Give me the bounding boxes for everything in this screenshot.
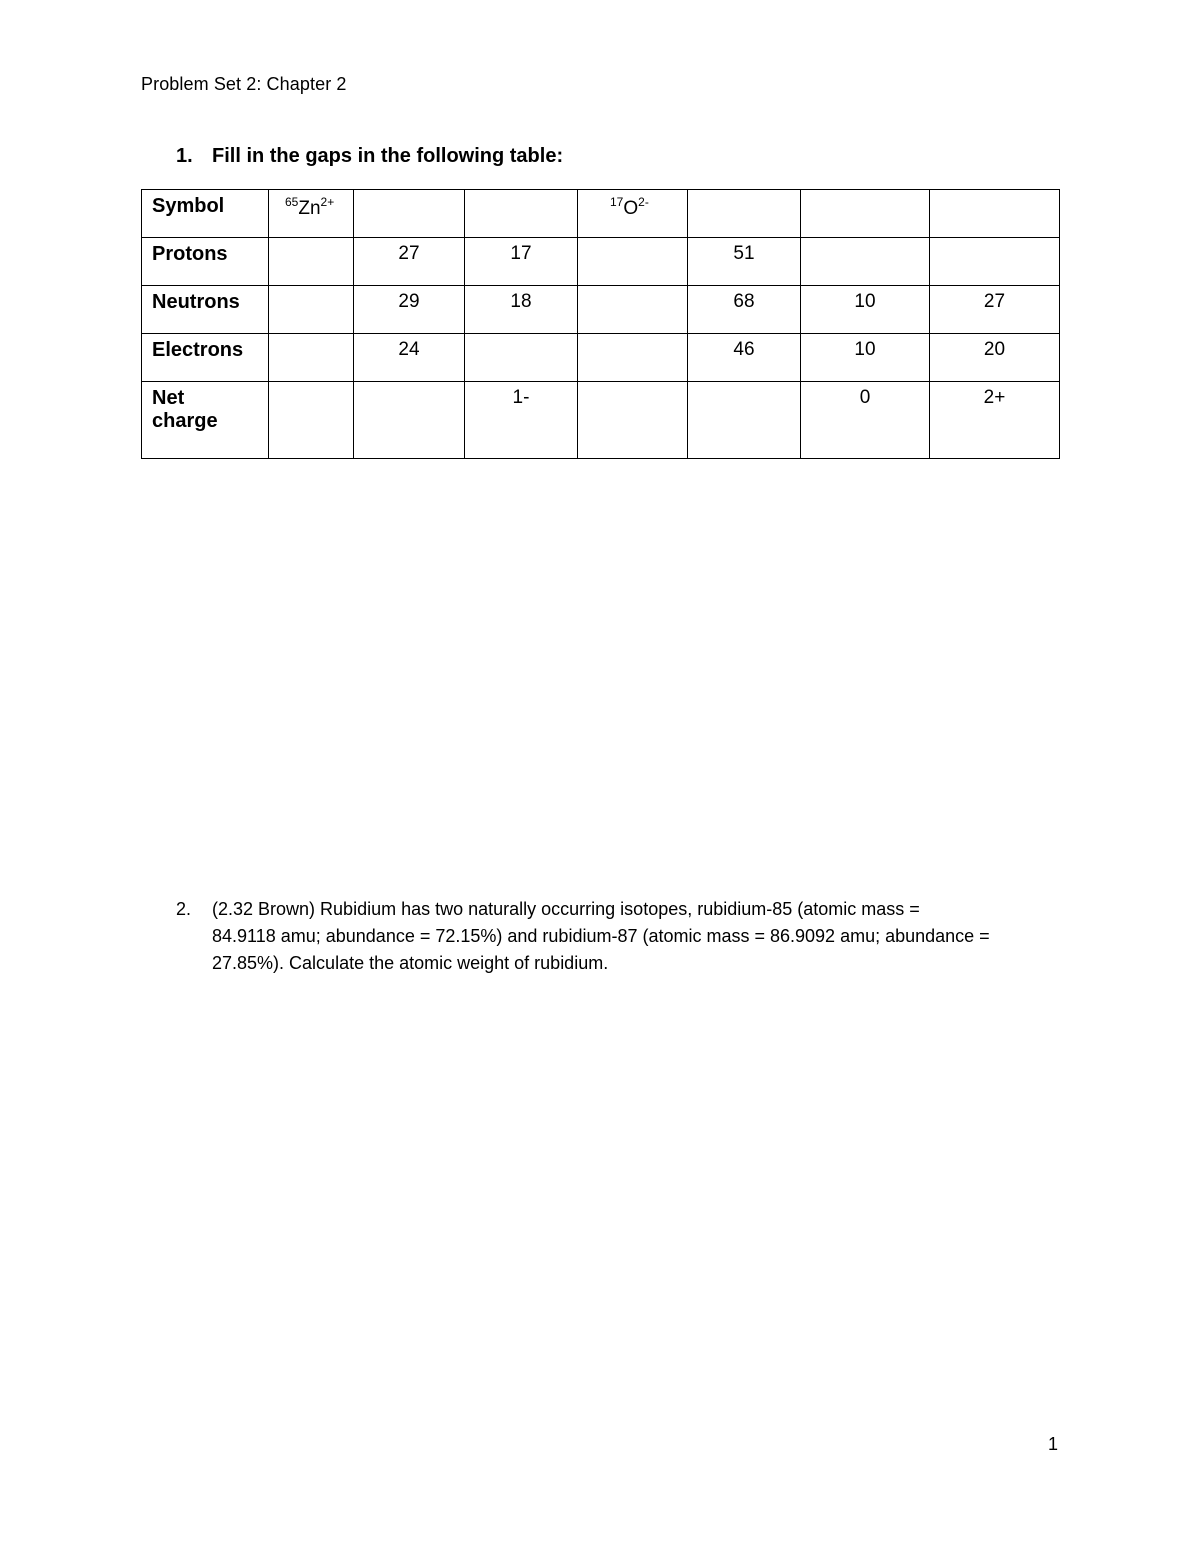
question-2-text-line-2: 84.9118 amu; abundance = 72.15%) and rubidium-87 (atomic mass = 86.9092 amu; abundance = bbox=[212, 926, 990, 946]
electrons-cell bbox=[465, 334, 578, 382]
symbol-cell bbox=[801, 190, 930, 238]
net-charge-cell bbox=[688, 382, 801, 459]
electrons-cell: 10 bbox=[801, 334, 930, 382]
table-row-electrons bbox=[142, 334, 1060, 382]
symbol-cell bbox=[578, 190, 688, 238]
symbol-cell bbox=[688, 190, 801, 238]
symbol-cell bbox=[465, 190, 578, 238]
protons-cell: 17 bbox=[465, 238, 578, 286]
table-row-net-charge bbox=[142, 382, 1060, 459]
question-2 bbox=[176, 896, 1066, 977]
question-2-number: 2. bbox=[176, 899, 192, 919]
mass-number: 65 bbox=[285, 195, 299, 209]
table-row-symbol bbox=[142, 190, 1060, 238]
row-label-symbol: Symbol bbox=[142, 190, 269, 238]
neutrons-cell: 68 bbox=[688, 286, 801, 334]
electrons-cell bbox=[269, 334, 354, 382]
neutrons-cell: 18 bbox=[465, 286, 578, 334]
neutrons-cell: 27 bbox=[930, 286, 1060, 334]
page-number: 1 bbox=[1048, 1434, 1059, 1454]
electrons-cell: 46 bbox=[688, 334, 801, 382]
protons-cell bbox=[801, 238, 930, 286]
net-charge-cell bbox=[578, 382, 688, 459]
neutrons-cell bbox=[578, 286, 688, 334]
symbol-cell bbox=[930, 190, 1060, 238]
ion-charge: 2- bbox=[638, 195, 649, 209]
table-row-neutrons bbox=[142, 286, 1060, 334]
electrons-cell bbox=[578, 334, 688, 382]
question-1-number: 1. bbox=[176, 145, 193, 167]
neutrons-cell: 29 bbox=[354, 286, 465, 334]
element-symbol: O bbox=[623, 198, 639, 219]
question-1 bbox=[176, 145, 563, 168]
ion-charge: 2+ bbox=[320, 195, 335, 209]
neutrons-cell: 10 bbox=[801, 286, 930, 334]
protons-cell bbox=[578, 238, 688, 286]
net-charge-cell: 0 bbox=[801, 382, 930, 459]
row-label-neutrons: Neutrons bbox=[142, 286, 269, 334]
net-charge-cell bbox=[354, 382, 465, 459]
element-symbol: Zn bbox=[298, 198, 321, 219]
isotope-table bbox=[141, 189, 1060, 459]
symbol-cell bbox=[354, 190, 465, 238]
row-label-net-charge: Net charge bbox=[142, 382, 269, 459]
protons-cell: 51 bbox=[688, 238, 801, 286]
page-header: Problem Set 2: Chapter 2 bbox=[141, 74, 347, 94]
symbol-cell bbox=[269, 190, 354, 238]
question-2-text-line-3: 27.85%). Calculate the atomic weight of rubidium. bbox=[212, 953, 609, 973]
neutrons-cell bbox=[269, 286, 354, 334]
row-label-protons: Protons bbox=[142, 238, 269, 286]
net-charge-cell: 1- bbox=[465, 382, 578, 459]
table-row-protons bbox=[142, 238, 1060, 286]
electrons-cell: 20 bbox=[930, 334, 1060, 382]
electrons-cell: 24 bbox=[354, 334, 465, 382]
question-2-line-1 bbox=[176, 896, 1066, 923]
isotope-table-container bbox=[141, 189, 1060, 459]
net-charge-cell: 2+ bbox=[930, 382, 1060, 459]
question-1-text: Fill in the gaps in the following table: bbox=[212, 145, 564, 167]
row-label-electrons: Electrons bbox=[142, 334, 269, 382]
net-charge-cell bbox=[269, 382, 354, 459]
protons-cell: 27 bbox=[354, 238, 465, 286]
mass-number: 17 bbox=[610, 195, 624, 209]
protons-cell bbox=[930, 238, 1060, 286]
protons-cell bbox=[269, 238, 354, 286]
question-2-text-line-1: (2.32 Brown) Rubidium has two naturally occurring isotopes, rubidium-85 (atomic mass = bbox=[212, 899, 920, 919]
